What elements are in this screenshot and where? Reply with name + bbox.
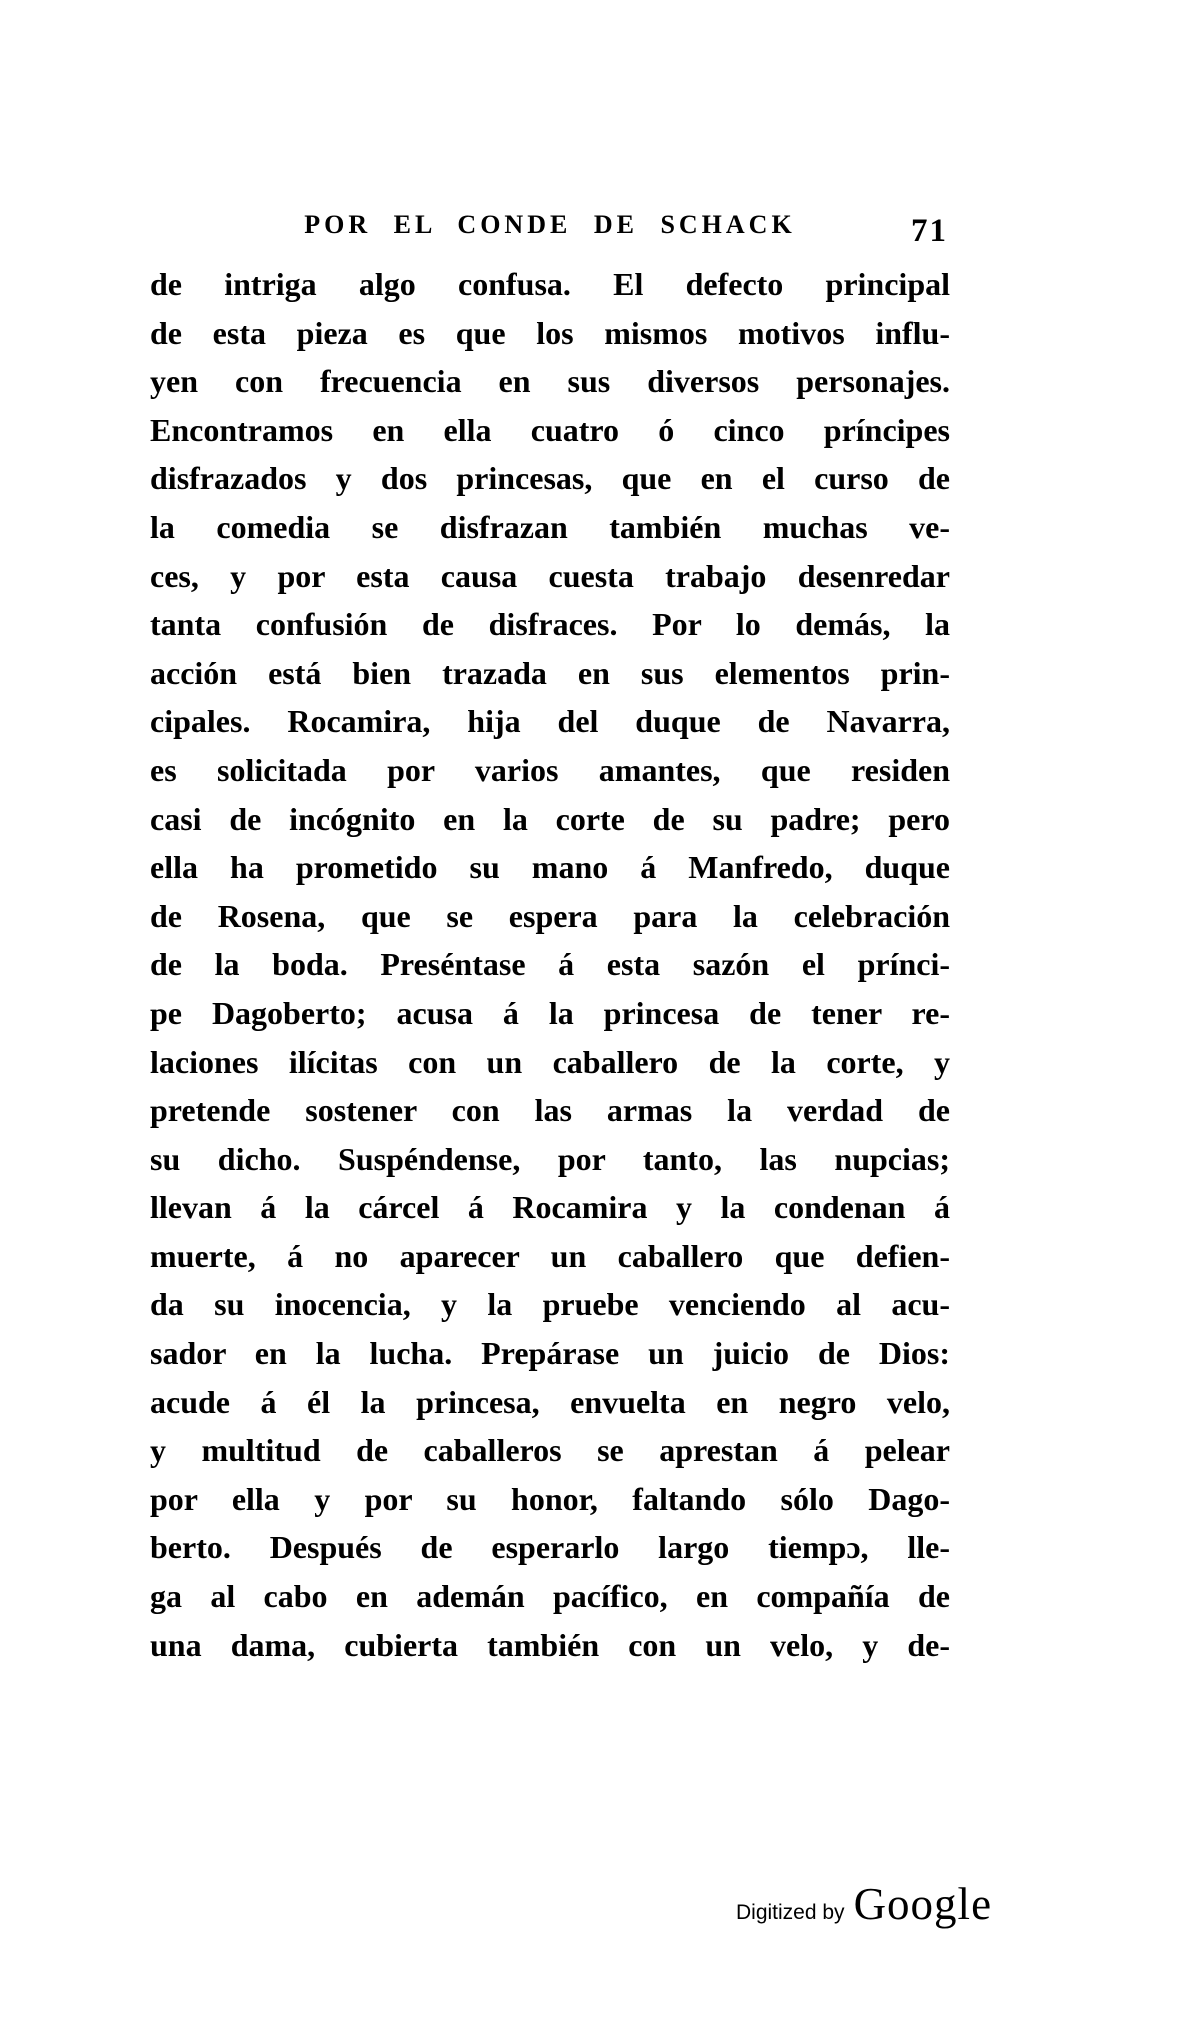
text-line: pe Dagoberto; acusa á la princesa de tener re- xyxy=(150,994,950,1031)
digitized-by-label: Digitized by xyxy=(736,1901,845,1924)
text-line: de Rosena, que se espera para la celebración xyxy=(150,897,950,934)
text-line: pretende sostener con las armas la verdad de xyxy=(150,1092,950,1129)
page-number: 71 xyxy=(911,213,948,249)
body-text xyxy=(150,260,950,1669)
text-line: la comedia se disfrazan también muchas ve- xyxy=(150,508,950,545)
text-line: ella ha prometido su mano á Manfredo, duque xyxy=(150,849,950,886)
text-line: acude á él la princesa, envuelta en negro velo, xyxy=(150,1383,950,1420)
text-line: ga al cabo en ademán pacífico, en compañía de xyxy=(150,1578,950,1615)
running-header-title: POR EL CONDE DE SCHACK xyxy=(304,210,796,239)
text-line: sador en la lucha. Prepárase un juicio de Dios: xyxy=(150,1335,950,1372)
text-line: y multitud de caballeros se aprestan á pelear xyxy=(150,1432,950,1469)
text-line: yen con frecuencia en sus diversos personajes. xyxy=(150,363,950,400)
text-line: su dicho. Suspéndense, por tanto, las nupcias; xyxy=(150,1140,950,1177)
google-logo: Google xyxy=(853,1879,993,1929)
text-line: una dama, cubierta también con un velo, y de- xyxy=(150,1626,950,1663)
text-line: casi de incógnito en la corte de su padre; pero xyxy=(150,800,950,837)
text-line: de la boda. Preséntase á esta sazón el prínci- xyxy=(150,946,950,983)
text-line: ces, y por esta causa cuesta trabajo desenredar xyxy=(150,557,950,594)
text-line: berto. Después de esperarlo largo tiempɔ, lle- xyxy=(150,1529,950,1566)
text-line: disfrazados y dos princesas, que en el curso de xyxy=(150,460,950,497)
text-line: tanta confusión de disfraces. Por lo demás, la xyxy=(150,606,950,643)
text-line: muerte, á no aparecer un caballero que defien- xyxy=(150,1237,950,1274)
text-line: de intriga algo confusa. El defecto principal xyxy=(150,266,950,302)
text-line: de esta pieza es que los mismos motivos influ- xyxy=(150,314,950,351)
text-line: da su inocencia, y la pruebe venciendo al acu- xyxy=(150,1286,950,1323)
google-watermark xyxy=(736,1878,992,1930)
text-line: acción está bien trazada en sus elementos prin- xyxy=(150,654,950,691)
text-line: Encontramos en ella cuatro ó cinco príncipes xyxy=(150,411,950,448)
text-line: cipales. Rocamira, hija del duque de Navarra, xyxy=(150,703,950,740)
text-line: llevan á la cárcel á Rocamira y la condenan á xyxy=(150,1189,950,1226)
text-line: es solicitada por varios amantes, que residen xyxy=(150,751,950,788)
text-line: laciones ilícitas con un caballero de la corte, y xyxy=(150,1043,950,1080)
text-line: por ella y por su honor, faltando sólo Dago- xyxy=(150,1480,950,1517)
